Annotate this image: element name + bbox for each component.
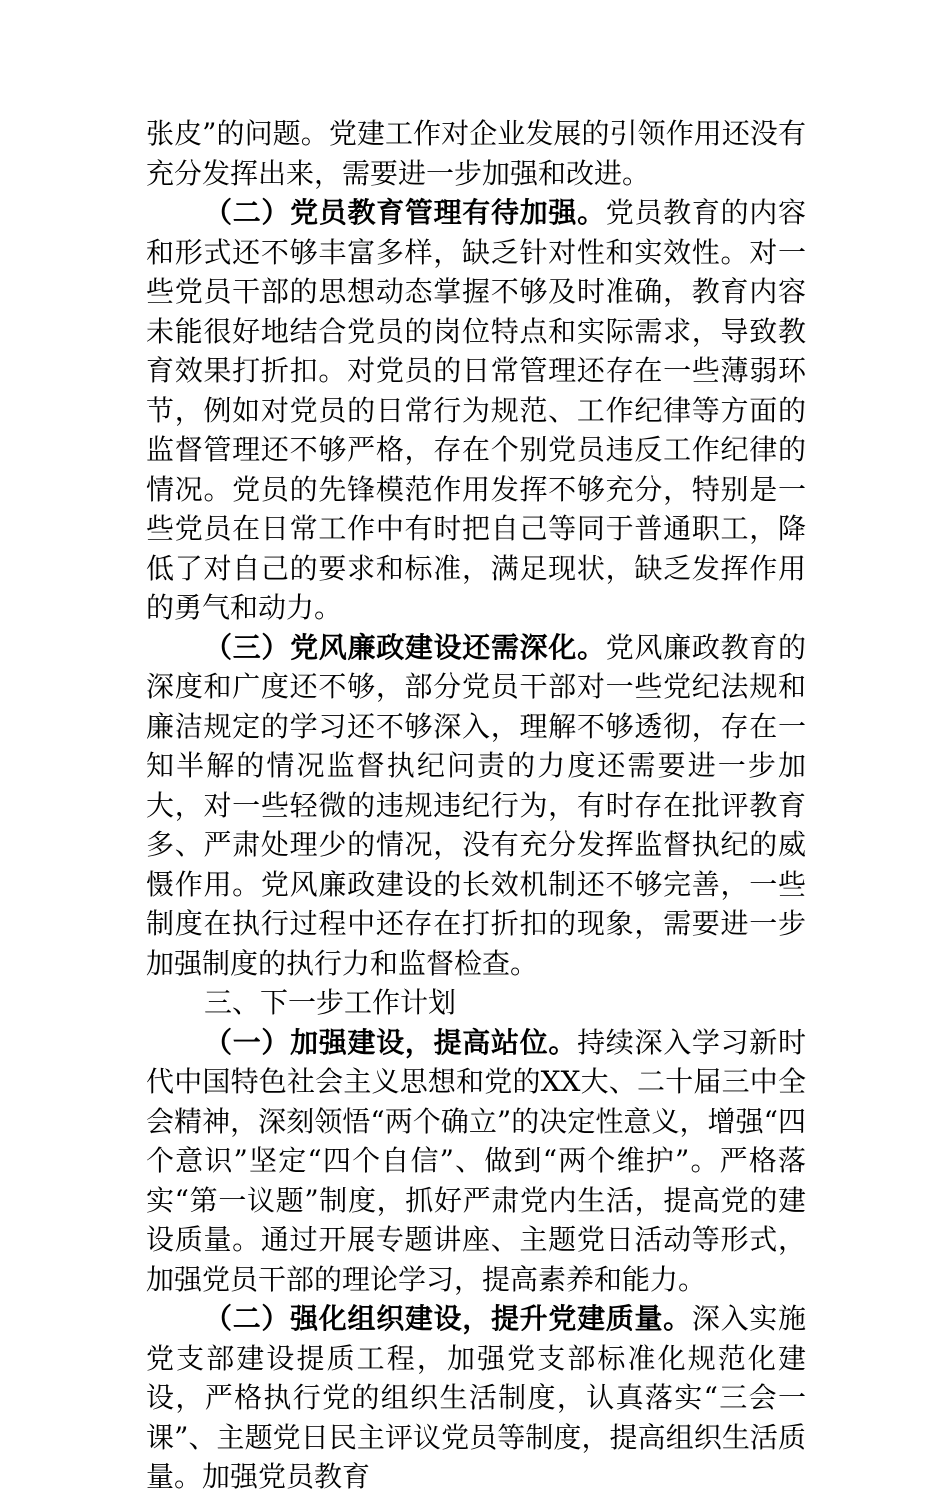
paragraph-strengthen-construction <box>146 1023 806 1300</box>
paragraph-lead: （二）强化组织建设，提升党建质量。 <box>204 1302 692 1335</box>
paragraph-text: 张皮”的问题。党建工作对企业发展的引领作用还没有充分发挥出来，需要进一步加强和改进。 <box>146 117 806 190</box>
paragraph-lead: （一）加强建设，提高站位。 <box>204 1025 578 1059</box>
paragraph-party-member-education <box>146 193 806 628</box>
paragraph-lead: （三）党风廉政建设还需深化。 <box>204 630 606 664</box>
document-body <box>146 114 806 1497</box>
paragraph-organization-building <box>146 1299 806 1497</box>
paragraph-continuation <box>146 114 806 193</box>
paragraph-text: 党风廉政教育的深度和广度还不够，部分党员干部对一些党纪法规和廉洁规定的学习还不够深入，理解不够透彻，存在一知半解的情况监督执纪问责的力度还需要进一步加大，对一些轻微的违规违纪行为，有时存在批评教育多、严肃处理少的情况，没有充分发挥监督执纪的威慑作用。党风廉政建设的长效机制还不够完善，一些制度在执行过程中还存在打折扣的现象，需要进一步加强制度的执行力和监督检查。 <box>146 630 806 980</box>
paragraph-text: 持续深入学习新时代中国特色社会主义思想和党的XX大、二十届三中全会精神，深刻领悟“两个确立”的决定性意义，增强“四个意识”坚定“四个自信”、做到“两个维护”。严格落实“第一议题”制度，抓好严肃党内生活，提高党的建设质量。通过开展专题讲座、主题党日活动等形式，加强党员干部的理论学习，提高素养和能力。 <box>146 1025 806 1296</box>
paragraph-lead: （二）党员教育管理有待加强。 <box>204 196 606 229</box>
paragraph-integrity-building <box>146 628 806 984</box>
paragraph-text: 党员教育的内容和形式还不够丰富多样，缺乏针对性和实效性。对一些党员干部的思想动态掌握不够及时准确，教育内容未能很好地结合党员的岗位特点和实际需求，导致教育效果打折扣。对党员的日常管理还存在一些薄弱环节，例如对党员的日常行为规范、工作纪律等方面的监督管理还不够严格，存在个别党员违反工作纪律的情况。党员的先锋模范作用发挥不够充分，特别是一些党员在日常工作中有时把自己等同于普通职工，降低了对自己的要求和标准，满足现状，缺乏发挥作用的勇气和动力。 <box>146 196 806 624</box>
paragraph-text: 深入实施党支部建设提质工程，加强党支部标准化规范化建设，严格执行党的组织生活制度，认真落实“三会一课”、主题党日民主评议党员等制度，提高组织生活质量。加强党员教育 <box>146 1302 806 1493</box>
section-heading: 三、下一步工作计划 <box>204 986 457 1019</box>
